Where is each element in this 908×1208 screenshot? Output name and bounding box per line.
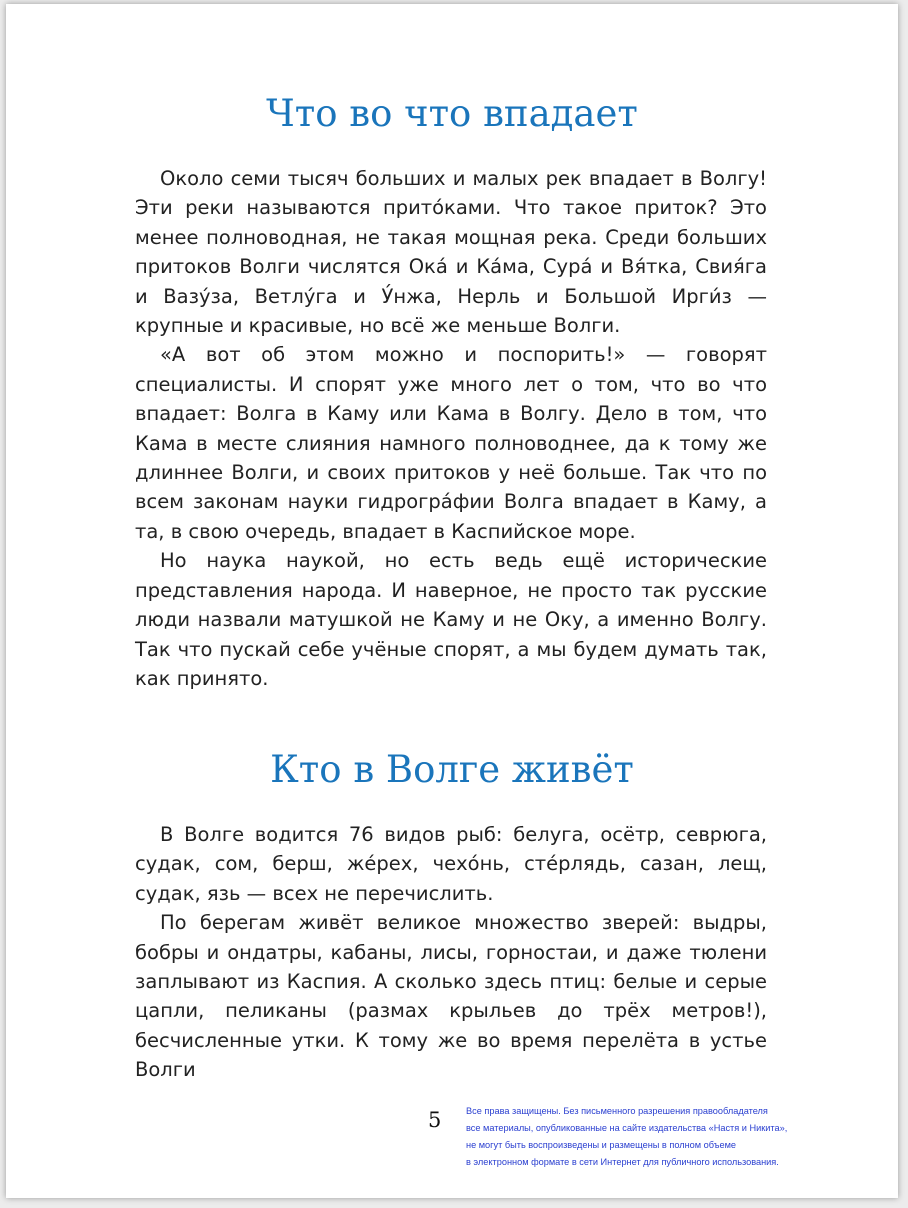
book-page: [6, 4, 898, 1198]
paragraph: По берегам живёт великое множество зверей: выдры, бобры и ондатры, кабаны, лисы, горностаи, и даже тюлени заплывают из Каспия. А сколько здесь птиц: белые и серые цапли, пеликаны (размах крыльев до трёх метров!), бесчисленные утки. К тому же во время перелёта в устье Волги: [135, 911, 767, 1082]
copyright-line: в электронном формате в сети Интернет для публичного использования.: [466, 1157, 779, 1167]
section-body-wildlife: [135, 820, 767, 1085]
paragraph: Но наука наукой, но есть ведь ещё исторические представления народа. И наверное, не просто так русские люди назвали матушкой не Каму и не Оку, а именно Волгу. Так что пускай себе учёные спорят, а мы будем думать так, как принято.: [135, 549, 767, 690]
copyright-line: Все права защищены. Без письменного разрешения правообладателя: [466, 1106, 768, 1116]
paragraph: В Волге водится 76 видов рыб: белуга, осётр, севрюга, судак, сом, берш, же́рех, чехо́нь, сте́рлядь, сазан, лещ, судак, язь — всех не перечислить.: [135, 823, 767, 905]
copyright-line: не могут быть воспроизведены и размещены в полном объеме: [466, 1140, 736, 1150]
paragraph: «А вот об этом можно и поспорить!» — говорят специалисты. И спорят уже много лет о том, что во что впадает: Волга в Каму или Кама в Волгу. Дело в том, что Кама в месте слияния намного полноводнее, да к тому же длиннее Волги, и своих притоков у неё больше. Так что по всем законам науки гидрогра́фии Волга впадает в Каму, а та, в свою очередь, впадает в Каспийское море.: [135, 343, 767, 543]
section-title-wildlife: Кто в Волге живёт: [270, 748, 634, 791]
page-number: 5: [428, 1108, 442, 1132]
paragraph: Около семи тысяч больших и малых рек впадает в Волгу! Эти реки называются прито́ками. Что такое приток? Это менее полноводная, не такая мощная река. Среди больших притоков Волги числятся Ока́ и Ка́ма, Сура́ и Вя́тка, Свия́га и Вазу́за, Ветлу́га и У́нжа, Нерль и Большой Ирги́з — крупные и красивые, но всё же меньше Волги.: [135, 167, 767, 338]
section-body-tributaries: [135, 164, 767, 693]
section-title-tributaries: Что во что впадает: [266, 92, 638, 135]
copyright-line: все материалы, опубликованные на сайте издательства «Настя и Никита»,: [466, 1123, 788, 1133]
copyright-notice: [466, 1103, 886, 1171]
